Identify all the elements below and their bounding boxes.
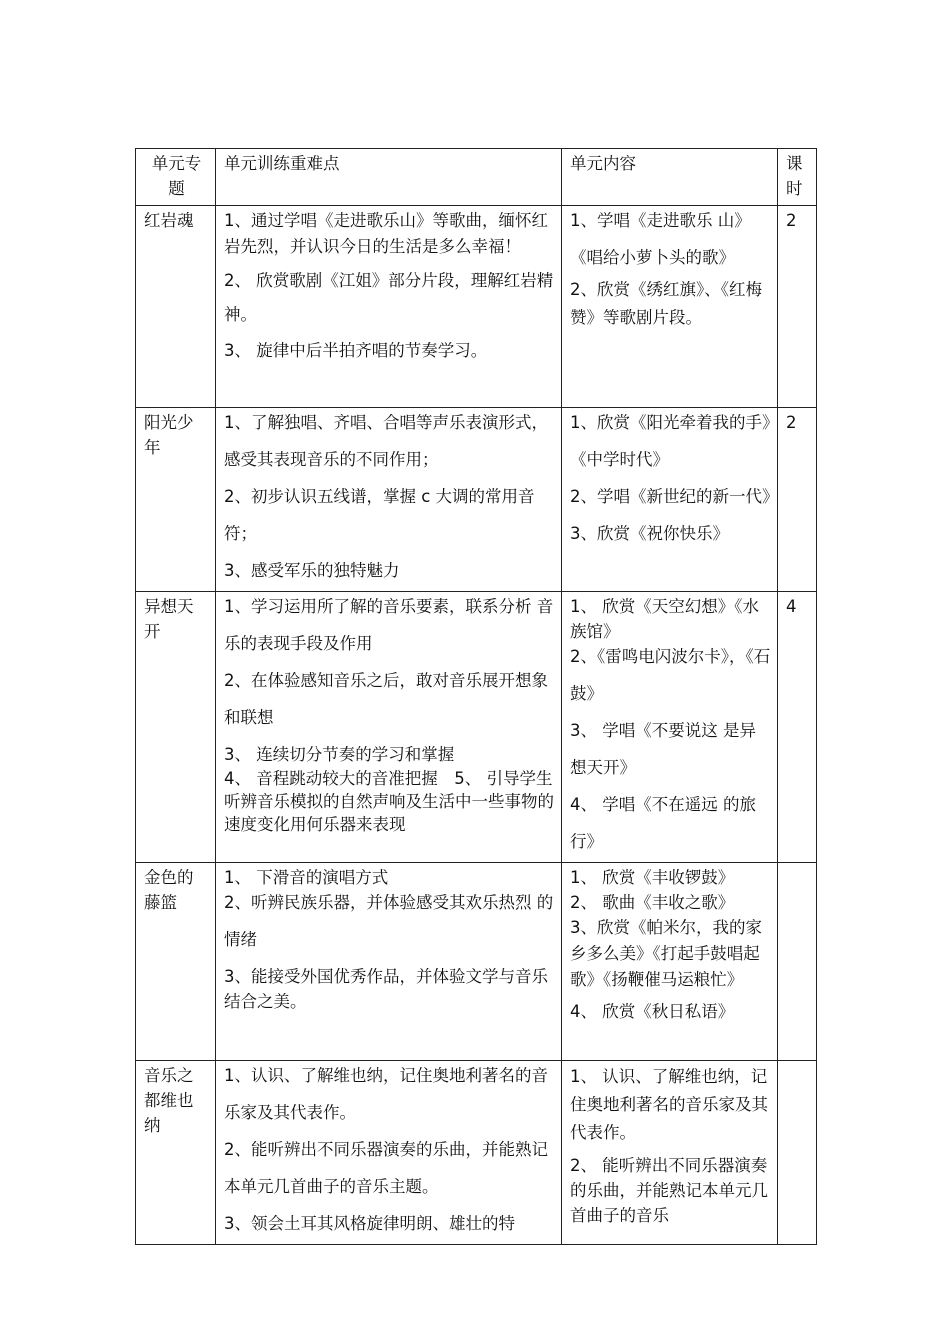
content-cell bbox=[562, 408, 787, 592]
focus-item: 3、 连续切分节奏的学习和掌握 bbox=[224, 745, 455, 764]
content-item: 4、 学唱《不在遥远 的旅行》 bbox=[570, 795, 756, 851]
content-item: 1、 欣赏《天空幻想》《水族馆》 bbox=[570, 597, 759, 641]
content-item: 2、欣赏《绣红旗》、《红梅赞》等歌剧片段。 bbox=[570, 280, 762, 327]
unit-name: 金色的藤篮 bbox=[136, 863, 216, 1061]
content-cell bbox=[562, 1061, 778, 1245]
content-item: 1、 认识、了解维也纳，记住奥地利著名的音乐家及其代表作。 bbox=[570, 1067, 768, 1142]
focus-item: 2、 欣赏歌剧《江姐》部分片段，理解红岩精神。 bbox=[224, 271, 554, 324]
focus-item: 1、 下滑音的演唱方式 bbox=[224, 868, 389, 887]
content-item: 1、欣赏《阳光牵着我的手》 《中学时代》 bbox=[570, 413, 787, 469]
unit-name: 异想天开 bbox=[136, 592, 216, 863]
table-row bbox=[136, 592, 817, 863]
content-item: 2、 能听辨出不同乐器演奏的乐曲，并能熟记本单元几首曲子的音乐 bbox=[570, 1156, 768, 1225]
focus-cell bbox=[216, 592, 562, 863]
focus-cell bbox=[216, 1061, 562, 1245]
focus-item: 1、通过学唱《走进歌乐山》等歌曲，缅怀红岩先烈，并认识今日的生活是多么幸福！ bbox=[224, 211, 548, 256]
content-item: 2、《雷鸣电闪波尔卡》，《石鼓》 bbox=[570, 647, 771, 703]
focus-cell bbox=[216, 206, 562, 408]
table-row bbox=[136, 1061, 817, 1245]
focus-item: 1、认识、了解维也纳，记住奥地利著名的音乐家及其代表作。 bbox=[224, 1066, 548, 1122]
content-item: 3、 学唱《不要说这 是异想天开》 bbox=[570, 721, 756, 777]
content-cell bbox=[562, 592, 778, 863]
header-unit: 单元专题 bbox=[136, 149, 216, 206]
unit-plan-table bbox=[135, 148, 817, 1245]
focus-item: 2、能听辨出不同乐器演奏的乐曲，并能熟记本单元几首曲子的音乐主题。 bbox=[224, 1140, 548, 1196]
content-item: 1、学唱《走进歌乐 山》《唱给小萝卜头的歌》 bbox=[570, 211, 751, 267]
hours-cell: 2 bbox=[778, 206, 817, 408]
content-item: 2、 歌曲《丰收之歌》 bbox=[570, 893, 735, 912]
focus-item: 3、 旋律中后半拍齐唱的节奏学习。 bbox=[224, 341, 488, 360]
content-cell bbox=[562, 863, 778, 1061]
focus-item: 1、了解独唱、齐唱、合唱等声乐表演形式，感受其表现音乐的不同作用； bbox=[224, 413, 548, 469]
focus-item: 1、学习运用所了解的音乐要素，联系分析 音乐的表现手段及作用 bbox=[224, 597, 554, 653]
table-row bbox=[136, 863, 817, 1061]
unit-name: 音乐之都维也纳 bbox=[136, 1061, 216, 1245]
content-cell bbox=[562, 206, 778, 408]
content-item: 4、 欣赏《秋日私语》 bbox=[570, 1002, 735, 1021]
focus-item: 3、领会土耳其风格旋律明朗、雄壮的特 bbox=[224, 1214, 515, 1233]
focus-item: 2、初步认识五线谱，掌握 c 大调的常用音符； bbox=[224, 487, 535, 543]
header-content: 单元内容 bbox=[562, 149, 778, 206]
header-focus: 单元训练重难点 bbox=[216, 149, 562, 206]
table-row bbox=[136, 408, 817, 592]
content-item: 2、学唱《新世纪的新一代》 bbox=[570, 487, 779, 506]
table-row bbox=[136, 206, 817, 408]
unit-name: 阳光少年 bbox=[136, 408, 216, 592]
focus-item: 3、能接受外国优秀作品，并体验文学与音乐结合之美。 bbox=[224, 967, 548, 1011]
focus-item: 4、 音程跳动较大的音准把握 5、 引导学生听辨音乐模拟的自然声响及生活中一些事物的速度变化用何乐器来表现 bbox=[224, 769, 554, 834]
focus-item: 2、听辨民族乐器，并体验感受其欢乐热烈 的情绪 bbox=[224, 893, 554, 949]
content-item: 3、欣赏《帕米尔，我的家乡多么美》《打起手鼓唱起歌》《扬鞭催马运粮忙》 bbox=[570, 918, 762, 989]
focus-item: 3、感受军乐的独特魅力 bbox=[224, 561, 400, 580]
content-item: 1、 欣赏《丰收锣鼓》 bbox=[570, 868, 735, 887]
hours-cell bbox=[778, 863, 817, 1061]
hours-cell: 4 bbox=[778, 592, 817, 863]
unit-name: 红岩魂 bbox=[136, 206, 216, 408]
hours-cell bbox=[778, 1061, 817, 1245]
content-item: 3、欣赏《祝你快乐》 bbox=[570, 524, 729, 543]
hours-cell: 2 bbox=[778, 408, 817, 592]
focus-cell bbox=[216, 408, 562, 592]
focus-item: 2、在体验感知音乐之后，敢对音乐展开想象和联想 bbox=[224, 671, 548, 727]
focus-cell bbox=[216, 863, 562, 1061]
table-header-row bbox=[136, 149, 817, 206]
header-hours: 课时 bbox=[778, 149, 817, 206]
